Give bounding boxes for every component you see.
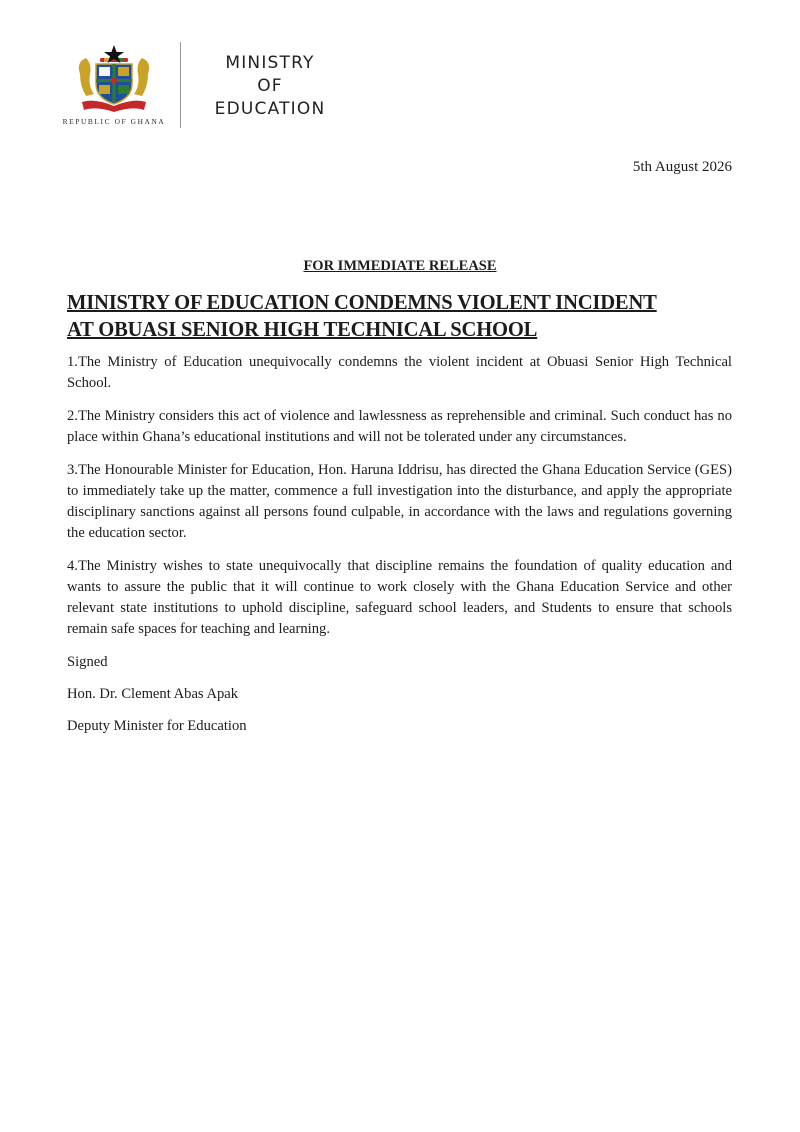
ministry-name-line: OF: [257, 76, 283, 96]
ministry-name-line: EDUCATION: [214, 99, 326, 119]
signed-label: Signed: [67, 654, 108, 670]
headline: [67, 290, 747, 344]
signatory-name: Hon. Dr. Clement Abas Apak: [67, 686, 239, 702]
paragraph-2: 2.The Ministry considers this act of violence and lawlessness as reprehensible and criminal. Such conduct has no place within Ghana’s educational institutions and will not be tolerated under any circumstances.: [67, 408, 732, 445]
signatory-title: Deputy Minister for Education: [67, 718, 247, 734]
release-label: FOR IMMEDIATE RELEASE: [303, 258, 497, 274]
ministry-name: [196, 52, 344, 121]
headline-line: MINISTRY OF EDUCATION CONDEMNS VIOLENT INCIDENT: [67, 292, 657, 314]
crest-caption: REPUBLIC OF GHANA: [62, 117, 166, 126]
ministry-name-line: MINISTRY: [225, 53, 315, 73]
coat-of-arms: [58, 44, 170, 132]
letterhead-divider: [180, 42, 181, 128]
press-release-body: [67, 352, 732, 748]
release-date: 5th August 2026: [632, 159, 732, 175]
headline-line: AT OBUASI SENIOR HIGH TECHNICAL SCHOOL: [67, 319, 538, 341]
paragraph-4: 4.The Ministry wishes to state unequivocally that discipline remains the foundation of quality education and wants to assure the public that it will continue to work closely with the Ghana Education Service and other relevant state institutions to uphold discipline, safeguard school leaders, and Students to ensure that schools remain safe spaces for teaching and learning.: [67, 558, 732, 637]
paragraph-1: 1.The Ministry of Education unequivocally condemns the violent incident at Obuasi Senior High Technical School.: [67, 354, 732, 391]
paragraph-3: 3.The Honourable Minister for Education, Hon. Haruna Iddrisu, has directed the Ghana Education Service (GES) to immediately take up the matter, commence a full investigation into the disturbance, and apply the appropriate disciplinary sanctions against all persons found culpable, in accordance with the laws and regulations governing the education sector.: [67, 462, 732, 541]
ghana-coat-of-arms-icon: [74, 44, 154, 112]
